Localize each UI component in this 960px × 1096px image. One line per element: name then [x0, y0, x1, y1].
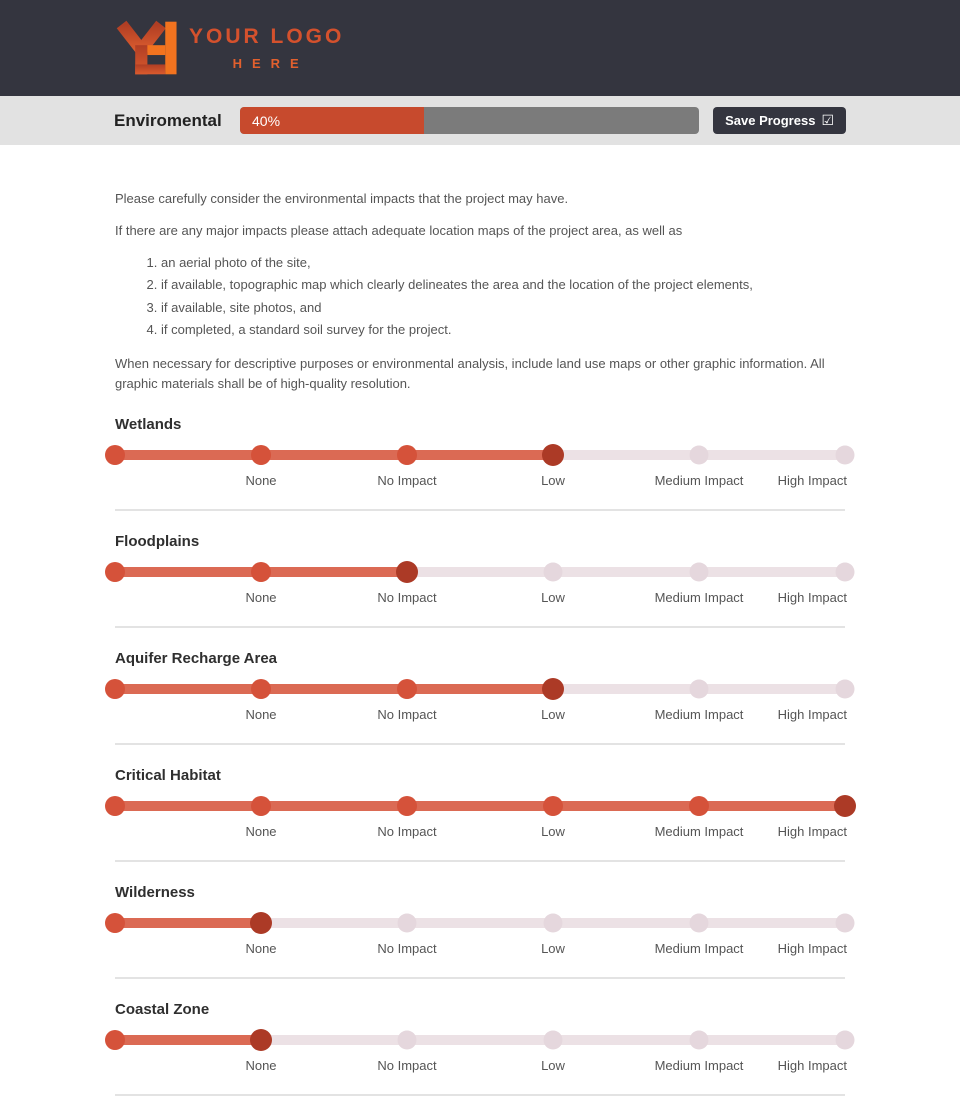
slider-stop[interactable] — [836, 914, 855, 933]
slider-stop[interactable] — [396, 561, 418, 583]
slider-stop[interactable] — [542, 678, 564, 700]
logo-text — [189, 25, 344, 71]
scale-label: No Impact — [377, 824, 437, 840]
form-body — [115, 145, 845, 1096]
slider-fill — [106, 1035, 261, 1045]
save-progress-label: Save Progress — [725, 113, 816, 128]
slider-stop[interactable] — [251, 562, 271, 582]
slider-stop[interactable] — [105, 796, 125, 816]
list-item: 2. if available, topographic map which clearly delineates the area and the location of the project elements, — [161, 275, 845, 295]
slider-stop[interactable] — [836, 1031, 855, 1050]
slider-stop[interactable] — [690, 1031, 709, 1050]
slider-stop[interactable] — [690, 680, 709, 699]
scale-label: No Impact — [377, 473, 437, 489]
slider-scale-labels — [115, 590, 845, 606]
slider-stop[interactable] — [544, 1031, 563, 1050]
logo-line2: HERE — [232, 56, 309, 71]
scale-label: High Impact — [777, 590, 847, 606]
slider-section — [115, 511, 845, 628]
list-item: 3. if available, site photos, and — [161, 298, 845, 318]
ylh-monogram-icon — [115, 19, 177, 77]
slider-title: Wetlands — [115, 416, 182, 434]
slider-list — [115, 406, 845, 1096]
scale-label: High Impact — [777, 824, 847, 840]
slider-stop[interactable] — [543, 796, 563, 816]
slider-stop[interactable] — [105, 562, 125, 582]
slider-stop[interactable] — [544, 563, 563, 582]
scale-label: Low — [541, 824, 565, 840]
slider-fill — [106, 684, 553, 694]
slider-section — [115, 745, 845, 862]
scale-label: High Impact — [777, 707, 847, 723]
scale-label: High Impact — [777, 473, 847, 489]
scale-label: Medium Impact — [654, 824, 744, 840]
scale-label: None — [245, 590, 277, 606]
slider-stop[interactable] — [105, 445, 125, 465]
slider-title: Critical Habitat — [115, 767, 221, 785]
slider-stop[interactable] — [251, 796, 271, 816]
scale-label: Low — [541, 707, 565, 723]
slider-stop[interactable] — [397, 445, 417, 465]
logo-line1: YOUR LOGO — [189, 25, 345, 48]
scale-label: High Impact — [777, 1058, 847, 1074]
progress-bar-fill — [240, 107, 424, 134]
scale-label: Low — [541, 1058, 565, 1074]
slider-stop[interactable] — [544, 914, 563, 933]
slider-title: Floodplains — [115, 533, 200, 551]
page-title: Enviromental — [114, 110, 222, 130]
scale-label: Medium Impact — [654, 1058, 744, 1074]
scale-label: None — [245, 473, 277, 489]
slider-scale-labels — [115, 941, 845, 957]
slider-stop[interactable] — [397, 796, 417, 816]
scale-label: No Impact — [377, 941, 437, 957]
logo — [115, 19, 344, 77]
slider-stop[interactable] — [397, 679, 417, 699]
scale-label: No Impact — [377, 1058, 437, 1074]
scale-label: No Impact — [377, 707, 437, 723]
progress-percent-label: 40% — [252, 112, 281, 129]
slider-stop[interactable] — [250, 1029, 272, 1051]
slider-stop[interactable] — [542, 444, 564, 466]
slider-title: Coastal Zone — [115, 1001, 210, 1019]
slider-track[interactable] — [115, 912, 845, 934]
list-item: 1. an aerial photo of the site, — [161, 253, 845, 273]
slider-fill — [106, 918, 261, 928]
scale-label: None — [245, 707, 277, 723]
slider-stop[interactable] — [105, 1030, 125, 1050]
intro-paragraph-2: If there are any major impacts please attach adequate location maps of the project area, as well as — [115, 223, 683, 239]
intro-paragraph-3: When necessary for descriptive purposes or environmental analysis, include land use maps or other graphic information. All graphic materials shall be of high-quality resolution. — [115, 355, 825, 391]
slider-stop[interactable] — [836, 446, 855, 465]
intro-paragraph-1: Please carefully consider the environmental impacts that the project may have. — [115, 191, 569, 206]
slider-stop[interactable] — [690, 563, 709, 582]
scale-label: None — [245, 824, 277, 840]
scale-label: Medium Impact — [654, 707, 744, 723]
slider-stop[interactable] — [250, 912, 272, 934]
slider-title: Wilderness — [115, 884, 195, 902]
attachment-list — [115, 253, 845, 340]
slider-track[interactable] — [115, 444, 845, 466]
scale-label: Medium Impact — [654, 473, 744, 489]
slider-fill — [106, 450, 553, 460]
slider-stop[interactable] — [836, 563, 855, 582]
scale-label: None — [245, 1058, 277, 1074]
intro-text — [115, 189, 845, 394]
slider-section — [115, 406, 845, 511]
progress-bar — [240, 107, 699, 134]
slider-track[interactable] — [115, 561, 845, 583]
slider-track[interactable] — [115, 1029, 845, 1051]
app-header — [0, 0, 960, 96]
slider-track[interactable] — [115, 678, 845, 700]
slider-section — [115, 628, 845, 745]
scale-label: Medium Impact — [654, 590, 744, 606]
slider-scale-labels — [115, 824, 845, 840]
list-item: 4. if completed, a standard soil survey for the project. — [161, 320, 845, 340]
slider-stop[interactable] — [105, 913, 125, 933]
slider-stop[interactable] — [834, 795, 856, 817]
slider-stop[interactable] — [105, 679, 125, 699]
scale-label: Medium Impact — [654, 941, 744, 957]
slider-stop[interactable] — [689, 796, 709, 816]
slider-stop[interactable] — [690, 446, 709, 465]
slider-stop[interactable] — [398, 1031, 417, 1050]
slider-title: Aquifer Recharge Area — [115, 650, 277, 668]
slider-stop[interactable] — [251, 445, 271, 465]
slider-fill — [106, 801, 854, 811]
slider-stop[interactable] — [398, 914, 417, 933]
scale-label: High Impact — [777, 941, 847, 957]
scale-label: No Impact — [377, 590, 437, 606]
slider-scale-labels — [115, 473, 845, 489]
slider-stop[interactable] — [836, 680, 855, 699]
save-progress-button[interactable] — [713, 107, 846, 134]
slider-section — [115, 979, 845, 1096]
progress-section — [0, 96, 960, 145]
slider-stop[interactable] — [251, 679, 271, 699]
slider-stop[interactable] — [690, 914, 709, 933]
checkbox-checked-icon: ☑ — [821, 112, 834, 128]
scale-label: None — [245, 941, 277, 957]
scale-label: Low — [541, 590, 565, 606]
scale-label: Low — [541, 473, 565, 489]
scale-label: Low — [541, 941, 565, 957]
slider-section — [115, 862, 845, 979]
slider-scale-labels — [115, 1058, 845, 1074]
slider-track[interactable] — [115, 795, 845, 817]
slider-scale-labels — [115, 707, 845, 723]
